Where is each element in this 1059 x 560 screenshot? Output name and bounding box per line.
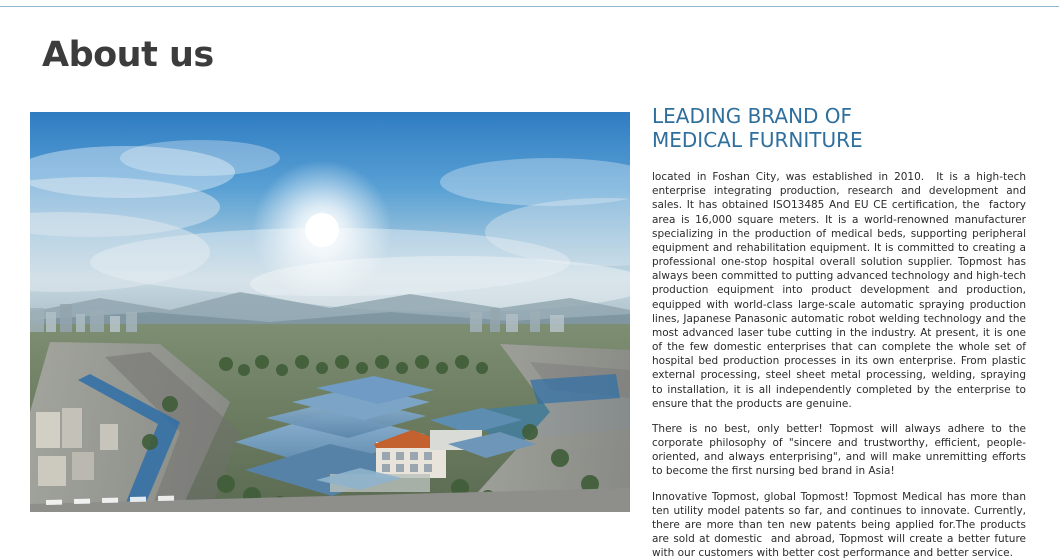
content-headline — [652, 104, 1026, 152]
top-divider — [0, 6, 1059, 7]
factory-aerial-photo — [30, 112, 630, 512]
about-paragraph: There is no best, only better! Topmost will always adhere to the corporate philosophy of "sincere and trustworthy, efficient, people-oriented, and always enterprising", and will make unremitting efforts to become the first nursing bed brand in Asia! — [652, 422, 1030, 478]
factory-aerial-photo-graphic — [30, 112, 630, 512]
about-content — [652, 104, 1030, 560]
page-title: About us — [42, 35, 214, 75]
headline-line-2: MEDICAL FURNITURE — [652, 128, 863, 152]
about-paragraph: Innovative Topmost, global Topmost! Topmost Medical has more than ten utility model patents so far, and continues to innovate. Currently, there are more than ten new patents being applied for.The products are sold at domestic and abroad, Topmost will create a better future with our customers with better cost performance and better service. — [652, 490, 1030, 560]
about-paragraph: located in Foshan City, was established in 2010. It is a high-tech enterprise integrating production, research and development and sales. It has obtained ISO13485 And EU CE certification, the factory area is 16,000 square meters. It is a world-renowned manufacturer specializing in the production of medical beds, supporting peripheral equipment and rehabilitation equipment. It is committed to creating a professional one-stop hospital overall solution supplier. Topmost has always been committed to putting advanced technology and high-tech production equipment into product development and production, equipped with world-class large-scale automatic spraying production lines, Japanese Panasonic automatic robot welding technology and the most advanced laser tube cutting in the industry. At present, it is one of the few domestic enterprises that can complete the whole set of hospital bed production processes in its own enterprise. From plastic external processing, steel sheet metal processing, welding, spraying to installation, it is all independently completed by the enterprise to ensure that the products are genuine. — [652, 171, 1030, 410]
headline-line-1: LEADING BRAND OF — [652, 104, 853, 128]
